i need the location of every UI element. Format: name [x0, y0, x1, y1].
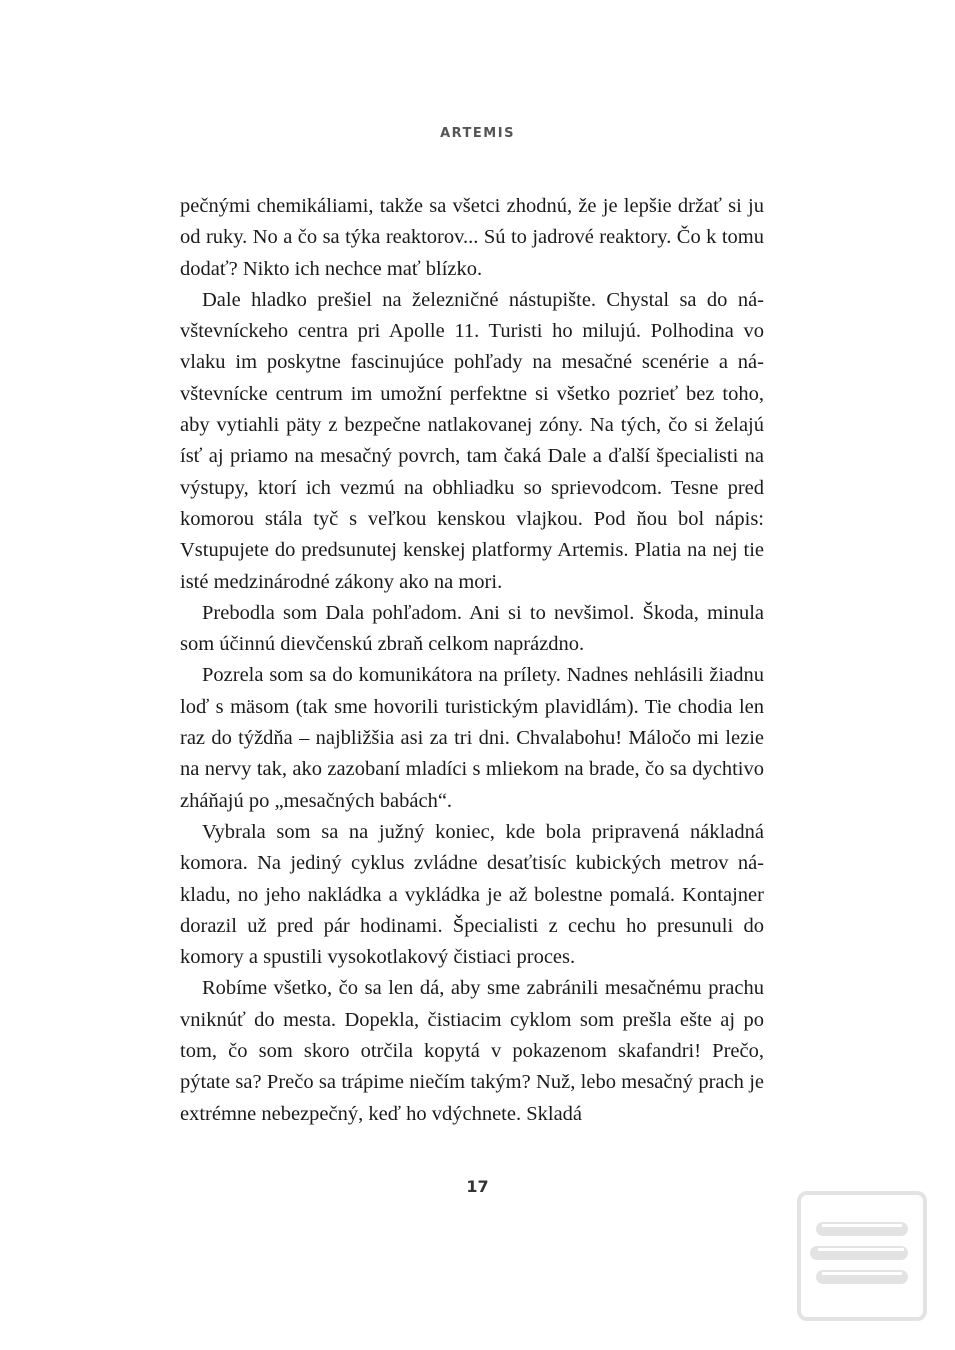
page-number: 17 [466, 1177, 489, 1196]
books-stack-icon [796, 1190, 928, 1322]
paragraph-5: Vybrala som sa na južný koniec, kde bola pripravená nákladná komora. Na jediný cyklus zvládne desaťtisíc kubických metrov nákladu, no jeho nakládka a vykládka je až bolestne pomalá. Kontajner dorazil už pred pár hodinami. Špecialisti z cechu ho presunuli do komory a spustili vysokotlakový čistiaci proces. [180, 820, 764, 969]
paragraph-4: Pozrela som sa do komunikátora na prílety. Nadnes nehlásili žiadnu loď s mäsom (tak sme hovorili turistickým plavidlám). Tie chodia len raz do týždňa – najbližšia asi za tri dni. Chvalabohu! Máločo mi lezie na nervy tak, ako zazobaní mladíci s mliekom na brade, čo sa dychtivo zháňajú po „mesačných babách“. [180, 664, 764, 812]
paragraph-6: Robíme všetko, čo sa len dá, aby sme zabránili mesačnému prachu vniknúť do mesta. Dopekla, čistiacim cyklom som prešla ešte aj po tom, čo som skoro otrčila kopytá v pokazenom skafandri! Prečo, pýtate sa? Prečo sa trápime niečím takým? Nuž, lebo mesačný prach je extrémne nebezpečný, keď ho vdýchnete. Skladá [180, 977, 764, 1125]
paragraph-1: pečnými chemikáliami, takže sa všetci zhodnú, že je lepšie držať si ju od ruky. No a čo sa týka reaktorov... Sú to jadrové reaktory. Čo k tomu dodať? Nikto ich nechce mať blízko. [180, 195, 764, 280]
body-text [180, 191, 764, 1130]
running-header: ARTEMIS [440, 126, 515, 141]
paragraph-2: Dale hladko prešiel na železničné nástupište. Chystal sa do návštevníckeho centra pri Apolle 11. Turisti ho milujú. Polhodina vo vlaku im poskytne fascinujúce pohľady na mesačné scenérie a návštevnícke centrum im umožní perfektne si všetko pozrieť bez toho, aby vytiahli päty z bezpečne natlakovanej zóny. Na tých, čo si želajú ísť aj priamo na mesačný povrch, tam čaká Dale a ďalší špecialisti na výstupy, ktorí ich vezmú na obhliadku so sprievodcom. Tesne pred komorou stála tyč s veľkou kenskou vlajkou. Pod ňou bol nápis: Vstupujete do predsunutej kenskej platformy Artemis. Platia na nej tie isté medzinárodné zákony ako na mori. [180, 288, 764, 593]
paragraph-3: Prebodla som Dala pohľadom. Ani si to nevšimol. Škoda, minula som účinnú dievčenskú zbraň celkom naprázdno. [180, 601, 764, 656]
